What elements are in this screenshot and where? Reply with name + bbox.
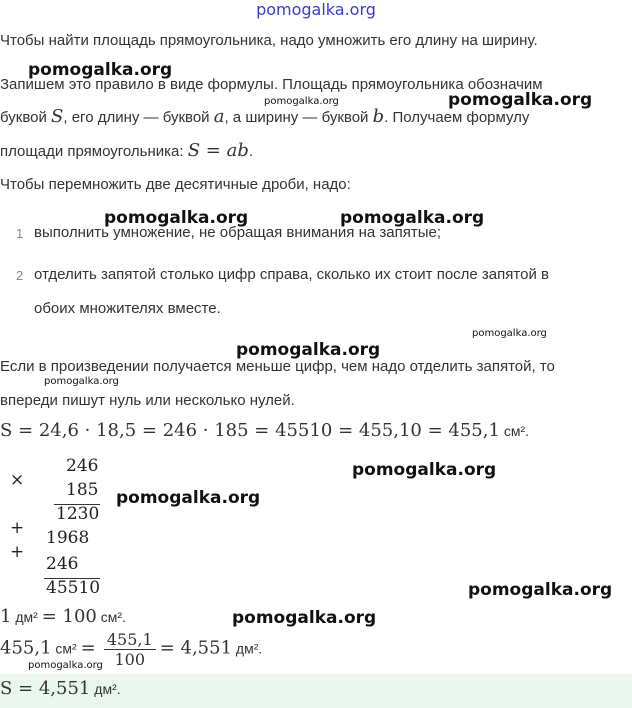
intro-line-4: [0, 140, 253, 163]
column-row-4: 1968: [46, 528, 90, 548]
fraction-denominator: 100: [114, 650, 146, 669]
unit-dm2: дм².: [232, 640, 263, 657]
column-row-3: 1230: [56, 504, 100, 524]
column-row-5: 246: [46, 554, 79, 574]
watermark: pomogalka.org: [116, 488, 261, 508]
calc-formula: S = 24,6 · 18,5 = 246 · 185 = 45510 = 455,10 = 455,1: [0, 420, 500, 441]
unit-cm2: см²: [51, 640, 81, 657]
rule-heading: Чтобы перемножить две десятичные дроби, надо:: [0, 176, 351, 193]
unit-conversion: [0, 606, 126, 627]
intro-text: .: [248, 143, 254, 160]
watermark: pomogalka.org: [236, 340, 381, 360]
note-line-2: впереди пишут нуль или несколько нулей.: [0, 392, 295, 409]
answer-box: [0, 674, 632, 708]
plus-sign: +: [10, 518, 25, 538]
answer-value: S = 4,551: [0, 678, 91, 699]
watermark: pomogalka.org: [232, 608, 377, 628]
note-line-1: Если в произведении получается меньше цифр, чем надо отделить запятой, то: [0, 358, 555, 375]
intro-text: . Получаем формулу: [384, 109, 530, 126]
intro-text: буквой: [0, 109, 47, 126]
watermark: pomogalka.org: [44, 376, 119, 387]
unit-cm2: см².: [499, 423, 530, 439]
column-result: 45510: [46, 578, 101, 598]
variable-a: a: [213, 106, 225, 127]
watermark: pomogalka.org: [448, 90, 593, 110]
watermark: pomogalka.org: [472, 328, 547, 339]
unit-dm2: дм².: [90, 681, 121, 697]
list-number-1: 1: [16, 226, 24, 241]
intro-line-2: Запишем это правило в виде формулы. Площадь прямоугольника обозначим: [0, 76, 543, 93]
watermark: pomogalka.org: [28, 60, 173, 80]
intro-text: площади прямоугольника:: [0, 143, 184, 160]
watermark: pomogalka.org: [340, 208, 485, 228]
watermark: pomogalka.org: [352, 460, 497, 480]
site-header-watermark[interactable]: pomogalka.org: [256, 0, 376, 19]
list-item-2: отделить запятой столько цифр справа, сколько их стоит после запятой в: [34, 266, 549, 283]
intro-text: , а ширину — буквой: [224, 109, 369, 126]
unit-cm2: см².: [96, 609, 126, 625]
area-formula: S = ab: [187, 140, 249, 161]
variable-b: b: [372, 106, 385, 127]
intro-text: , его длину — буквой: [63, 109, 210, 126]
unit-dm2: дм²: [11, 609, 42, 625]
watermark: pomogalka.org: [104, 208, 249, 228]
multiply-sign: ×: [10, 470, 25, 490]
fraction-numerator: 455,1: [104, 630, 156, 650]
conv-value: = 100: [41, 606, 97, 627]
watermark: pomogalka.org: [28, 660, 103, 671]
watermark: pomogalka.org: [468, 580, 613, 600]
main-calculation: [0, 420, 529, 441]
variable-s: S: [51, 106, 64, 127]
list-number-2: 2: [16, 268, 24, 283]
fraction: [104, 630, 156, 669]
plus-sign: +: [10, 542, 25, 562]
list-item-1: выполнить умножение, не обращая внимания на запятые;: [34, 224, 442, 241]
column-row-2: 185: [66, 480, 99, 500]
watermark: pomogalka.org: [264, 96, 339, 107]
conv-value: 1: [0, 606, 12, 627]
intro-line-1: Чтобы найти площадь прямоугольника, надо умножить его длину на ширину.: [0, 32, 538, 49]
conv-value: = 4,551: [159, 637, 233, 659]
answer-line: [0, 678, 121, 699]
column-row-1: 246: [66, 456, 99, 476]
equals-sign: =: [80, 637, 96, 659]
list-item-2-cont: обоих множителях вместе.: [34, 300, 221, 317]
conv-value: 455,1: [0, 637, 52, 659]
